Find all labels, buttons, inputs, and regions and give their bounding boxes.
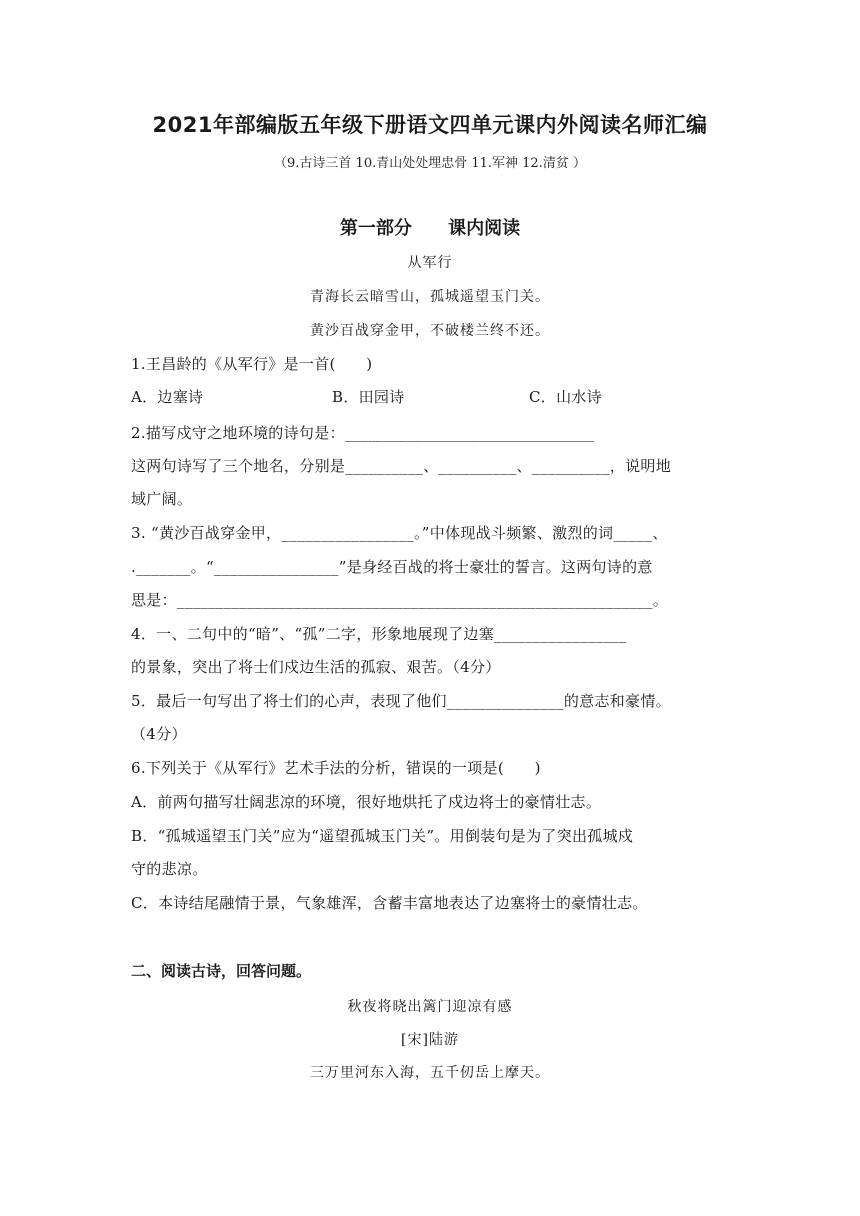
poem-line: 黄沙百战穿金甲，不破楼兰终不还。 (310, 323, 550, 339)
question-5-line: （4分） (131, 725, 187, 743)
document-title: 2021年部编版五年级下册语文四单元课内外阅读名师汇编 (152, 113, 708, 137)
question-4: 4．一、二句中的“暗”、“孤”二字，形象地展现了边塞_________________ (131, 625, 627, 643)
question-6-option-c: C．本诗结尾融情于景，气象雄浑，含蓄丰富地表达了边塞将士的豪情壮志。 (131, 894, 648, 912)
option-b: B．田园诗 (332, 388, 405, 406)
poem-title: 秋夜将晓出篱门迎凉有感 (347, 999, 513, 1015)
question-3-line: ._______。“________________”是身经百战的将士豪壮的誓言。这两句诗的意 (131, 558, 653, 576)
poem-line: 三万里河东入海，五千仞岳上摩天。 (310, 1065, 550, 1081)
question-2: 2.描写戍守之地环境的诗句是：________________________________ (131, 424, 595, 442)
question-6: 6.下列关于《从军行》艺术手法的分析，错误的一项是( ) (131, 759, 541, 777)
question-2-line: 域广阔。 (131, 490, 193, 508)
question-4-line: 的景象，突出了将士们戍边生活的孤寂、艰苦。（4分） (131, 658, 501, 676)
question-3-line: 思是：_____________________________________________________________。 (131, 591, 668, 609)
question-6-option-b: B．“孤城遥望玉门关”应为“遥望孤城玉门关”。用倒装句是为了突出孤城戍 (131, 827, 634, 845)
question-2-line: 这两句诗写了三个地名，分别是__________、__________、__________，说明地 (131, 457, 672, 475)
question-6-option-b-line: 守的悲凉。 (131, 860, 208, 878)
question-6-option-a: A．前两句描写壮阔悲凉的环境，很好地烘托了戍边将士的豪情壮志。 (131, 793, 602, 811)
document-subtitle: （9.古诗三首 10.青山处处埋忠骨 11.军神 12.清贫 ） (274, 156, 586, 171)
option-a: A．边塞诗 (131, 388, 204, 406)
poem-author: [宋]陆游 (401, 1032, 459, 1048)
part-one-heading: 第一部分 课内阅读 (339, 218, 521, 239)
question-5: 5．最后一句写出了将士们的心声，表现了他们_______________的意志和豪情。 (131, 692, 671, 710)
question-1: 1.王昌龄的《从军行》是一首( ) (131, 355, 373, 373)
poem-title: 从军行 (407, 255, 453, 271)
section-two-heading: 二、阅读古诗，回答问题。 (131, 962, 312, 980)
question-3: 3. “黄沙百战穿金甲，_________________。”中体现战斗频繁、激烈的词_____、 (131, 524, 668, 542)
option-c: C．山水诗 (529, 388, 602, 406)
poem-line: 青海长云暗雪山，孤城遥望玉门关。 (310, 289, 550, 305)
